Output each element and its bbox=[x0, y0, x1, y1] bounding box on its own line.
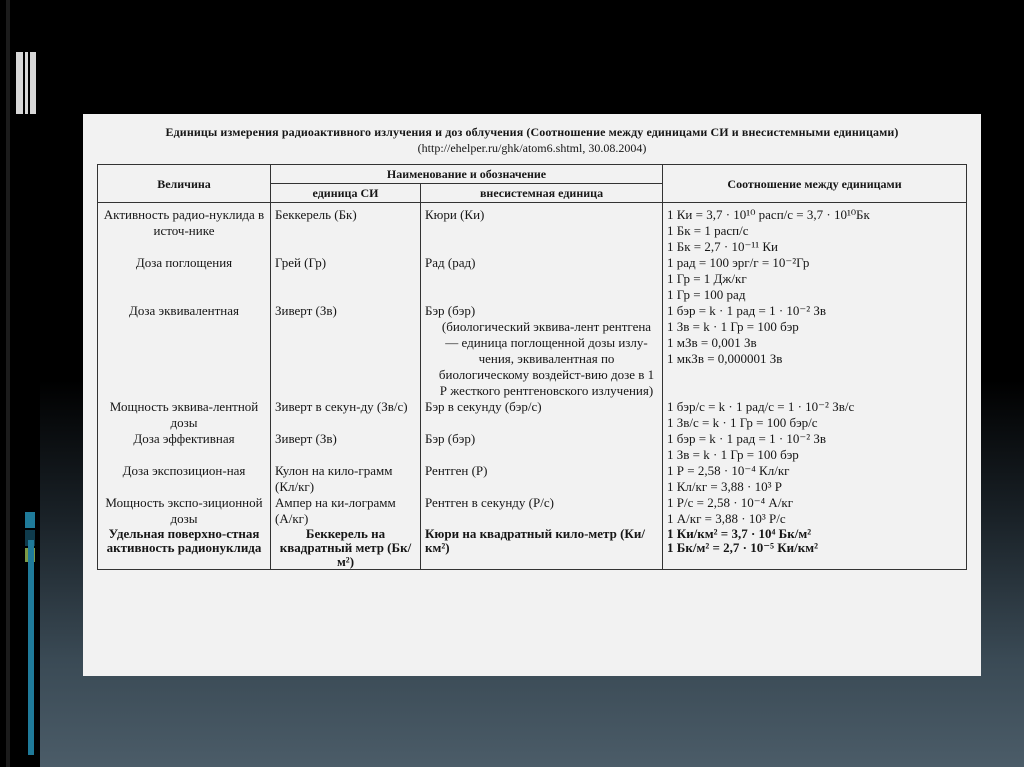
si-cell: Грей (Гр) bbox=[271, 255, 421, 303]
header-quantity: Величина bbox=[98, 165, 271, 203]
table-row bbox=[98, 431, 967, 463]
relation-line: 1 Зв/с = k · 1 Гр = 100 бэр/с bbox=[667, 415, 818, 430]
relation-cell bbox=[663, 203, 967, 256]
relation-cell bbox=[663, 399, 967, 431]
relation-line: 1 Гр = 100 рад bbox=[667, 287, 746, 302]
header-nonsystem: внесистемная единица bbox=[421, 184, 663, 203]
si-cell: Зиверт (Зв) bbox=[271, 431, 421, 463]
relation-cell bbox=[663, 495, 967, 527]
table-row bbox=[98, 463, 967, 495]
deco-bar bbox=[30, 52, 36, 114]
quantity-cell: Доза экспозицион-ная bbox=[98, 463, 271, 495]
header-naming: Наименование и обозначение bbox=[271, 165, 663, 184]
quantity-cell: Мощность эквива-лентной дозы bbox=[98, 399, 271, 431]
left-edge-strip bbox=[0, 0, 40, 767]
relation-line: 1 бэр = k · 1 рад = 1 · 10⁻² Зв bbox=[667, 431, 827, 446]
relation-cell bbox=[663, 463, 967, 495]
relation-line: 1 бэр = k · 1 рад = 1 · 10⁻² Зв bbox=[667, 303, 827, 318]
relation-line: 1 Бк = 1 расп/с bbox=[667, 223, 749, 238]
table-source: (http://ehelper.ru/ghk/atom6.shtml, 30.08.2004) bbox=[417, 141, 647, 155]
relation-line: 1 Ки = 3,7 · 10¹⁰ расп/с = 3,7 · 10¹⁰Бк bbox=[667, 207, 870, 222]
quantity-cell: Удельная поверхно-стная активность радионуклида bbox=[98, 527, 271, 570]
nonsystem-cell: Бэр (бэр) bbox=[421, 431, 663, 463]
relation-line: 1 Кл/кг = 3,88 · 10³ Р bbox=[667, 479, 782, 494]
table-row bbox=[98, 203, 967, 256]
relation-line: 1 бэр/с = k · 1 рад/с = 1 · 10⁻² Зв/с bbox=[667, 399, 855, 414]
si-cell: Беккерель (Бк) bbox=[271, 203, 421, 256]
header-relation: Соотношение между единицами bbox=[663, 165, 967, 203]
relation-line: 1 мкЗв = 0,000001 Зв bbox=[667, 351, 783, 366]
relation-cell bbox=[663, 255, 967, 303]
si-cell: Зиверт (Зв) bbox=[271, 303, 421, 399]
relation-cell bbox=[663, 527, 967, 570]
table-row bbox=[98, 255, 967, 303]
units-table bbox=[97, 164, 967, 570]
nonsystem-unit: Бэр (бэр) bbox=[425, 303, 476, 318]
table-row bbox=[98, 527, 967, 570]
left-stripe bbox=[6, 0, 10, 767]
quantity-cell: Активность радио-нуклида в источ-нике bbox=[98, 203, 271, 256]
nonsystem-cell: Кюри на квадратный кило-метр (Ки/км²) bbox=[421, 527, 663, 570]
si-cell: Зиверт в секун-ду (Зв/с) bbox=[271, 399, 421, 431]
quantity-cell: Доза эквивалентная bbox=[98, 303, 271, 399]
quantity-cell: Мощность экспо-зиционной дозы bbox=[98, 495, 271, 527]
relation-line: 1 Зв = k · 1 Гр = 100 бэр bbox=[667, 319, 799, 334]
table-row bbox=[98, 303, 967, 399]
relation-line: 1 Бк/м² = 2,7 · 10⁻⁵ Ки/км² bbox=[667, 540, 818, 555]
relation-line: 1 Ки/км² = 3,7 · 10⁴ Бк/м² bbox=[667, 526, 812, 541]
table-row bbox=[98, 495, 967, 527]
relation-line: 1 Р = 2,58 · 10⁻⁴ Кл/кг bbox=[667, 463, 790, 478]
quantity-cell: Доза поглощения bbox=[98, 255, 271, 303]
relation-line: 1 Бк = 2,7 · 10⁻¹¹ Ки bbox=[667, 239, 778, 254]
nonsystem-cell: Бэр в секунду (бэр/с) bbox=[421, 399, 663, 431]
relation-line: 1 мЗв = 0,001 Зв bbox=[667, 335, 757, 350]
nonsystem-cell: Рентген в секунду (Р/с) bbox=[421, 495, 663, 527]
slide-accent-line bbox=[28, 540, 34, 755]
si-cell: Кулон на кило-грамм (Кл/кг) bbox=[271, 463, 421, 495]
nonsystem-note: (биологический эквива-лент рентгена — единица поглощенной дозы излу-чения, эквивалентная по биологическому воздейст-вию дозе в 1 Р жесткого рентгеновского излучения) bbox=[438, 319, 655, 398]
relation-cell bbox=[663, 431, 967, 463]
nonsystem-cell: Кюри (Ки) bbox=[421, 203, 663, 256]
si-cell: Ампер на ки-лограмм (А/кг) bbox=[271, 495, 421, 527]
nonsystem-cell: Рентген (Р) bbox=[421, 463, 663, 495]
nonsystem-cell: Рад (рад) bbox=[421, 255, 663, 303]
table-heading: Единицы измерения радиоактивного излучения и доз облучения (Соотношение между единицами СИ и внесистемными единицами) bbox=[165, 125, 899, 139]
relation-line: 1 Зв = k · 1 Гр = 100 бэр bbox=[667, 447, 799, 462]
relation-line: 1 Гр = 1 Дж/кг bbox=[667, 271, 747, 286]
slide-mark-teal bbox=[25, 512, 35, 528]
deco-bar bbox=[25, 52, 28, 114]
quantity-cell: Доза эффективная bbox=[98, 431, 271, 463]
table-row bbox=[98, 399, 967, 431]
relation-line: 1 рад = 100 эрг/г = 10⁻²Гр bbox=[667, 255, 810, 270]
relation-line: 1 Р/с = 2,58 · 10⁻⁴ А/кг bbox=[667, 495, 794, 510]
relation-line: 1 А/кг = 3,88 · 10³ Р/с bbox=[667, 511, 786, 526]
header-si: единица СИ bbox=[271, 184, 421, 203]
deco-bar bbox=[16, 52, 23, 114]
si-cell: Беккерель на квадратный метр (Бк/м²) bbox=[271, 527, 421, 570]
scanned-table-image bbox=[83, 114, 981, 676]
nonsystem-cell bbox=[421, 303, 663, 399]
relation-cell bbox=[663, 303, 967, 399]
